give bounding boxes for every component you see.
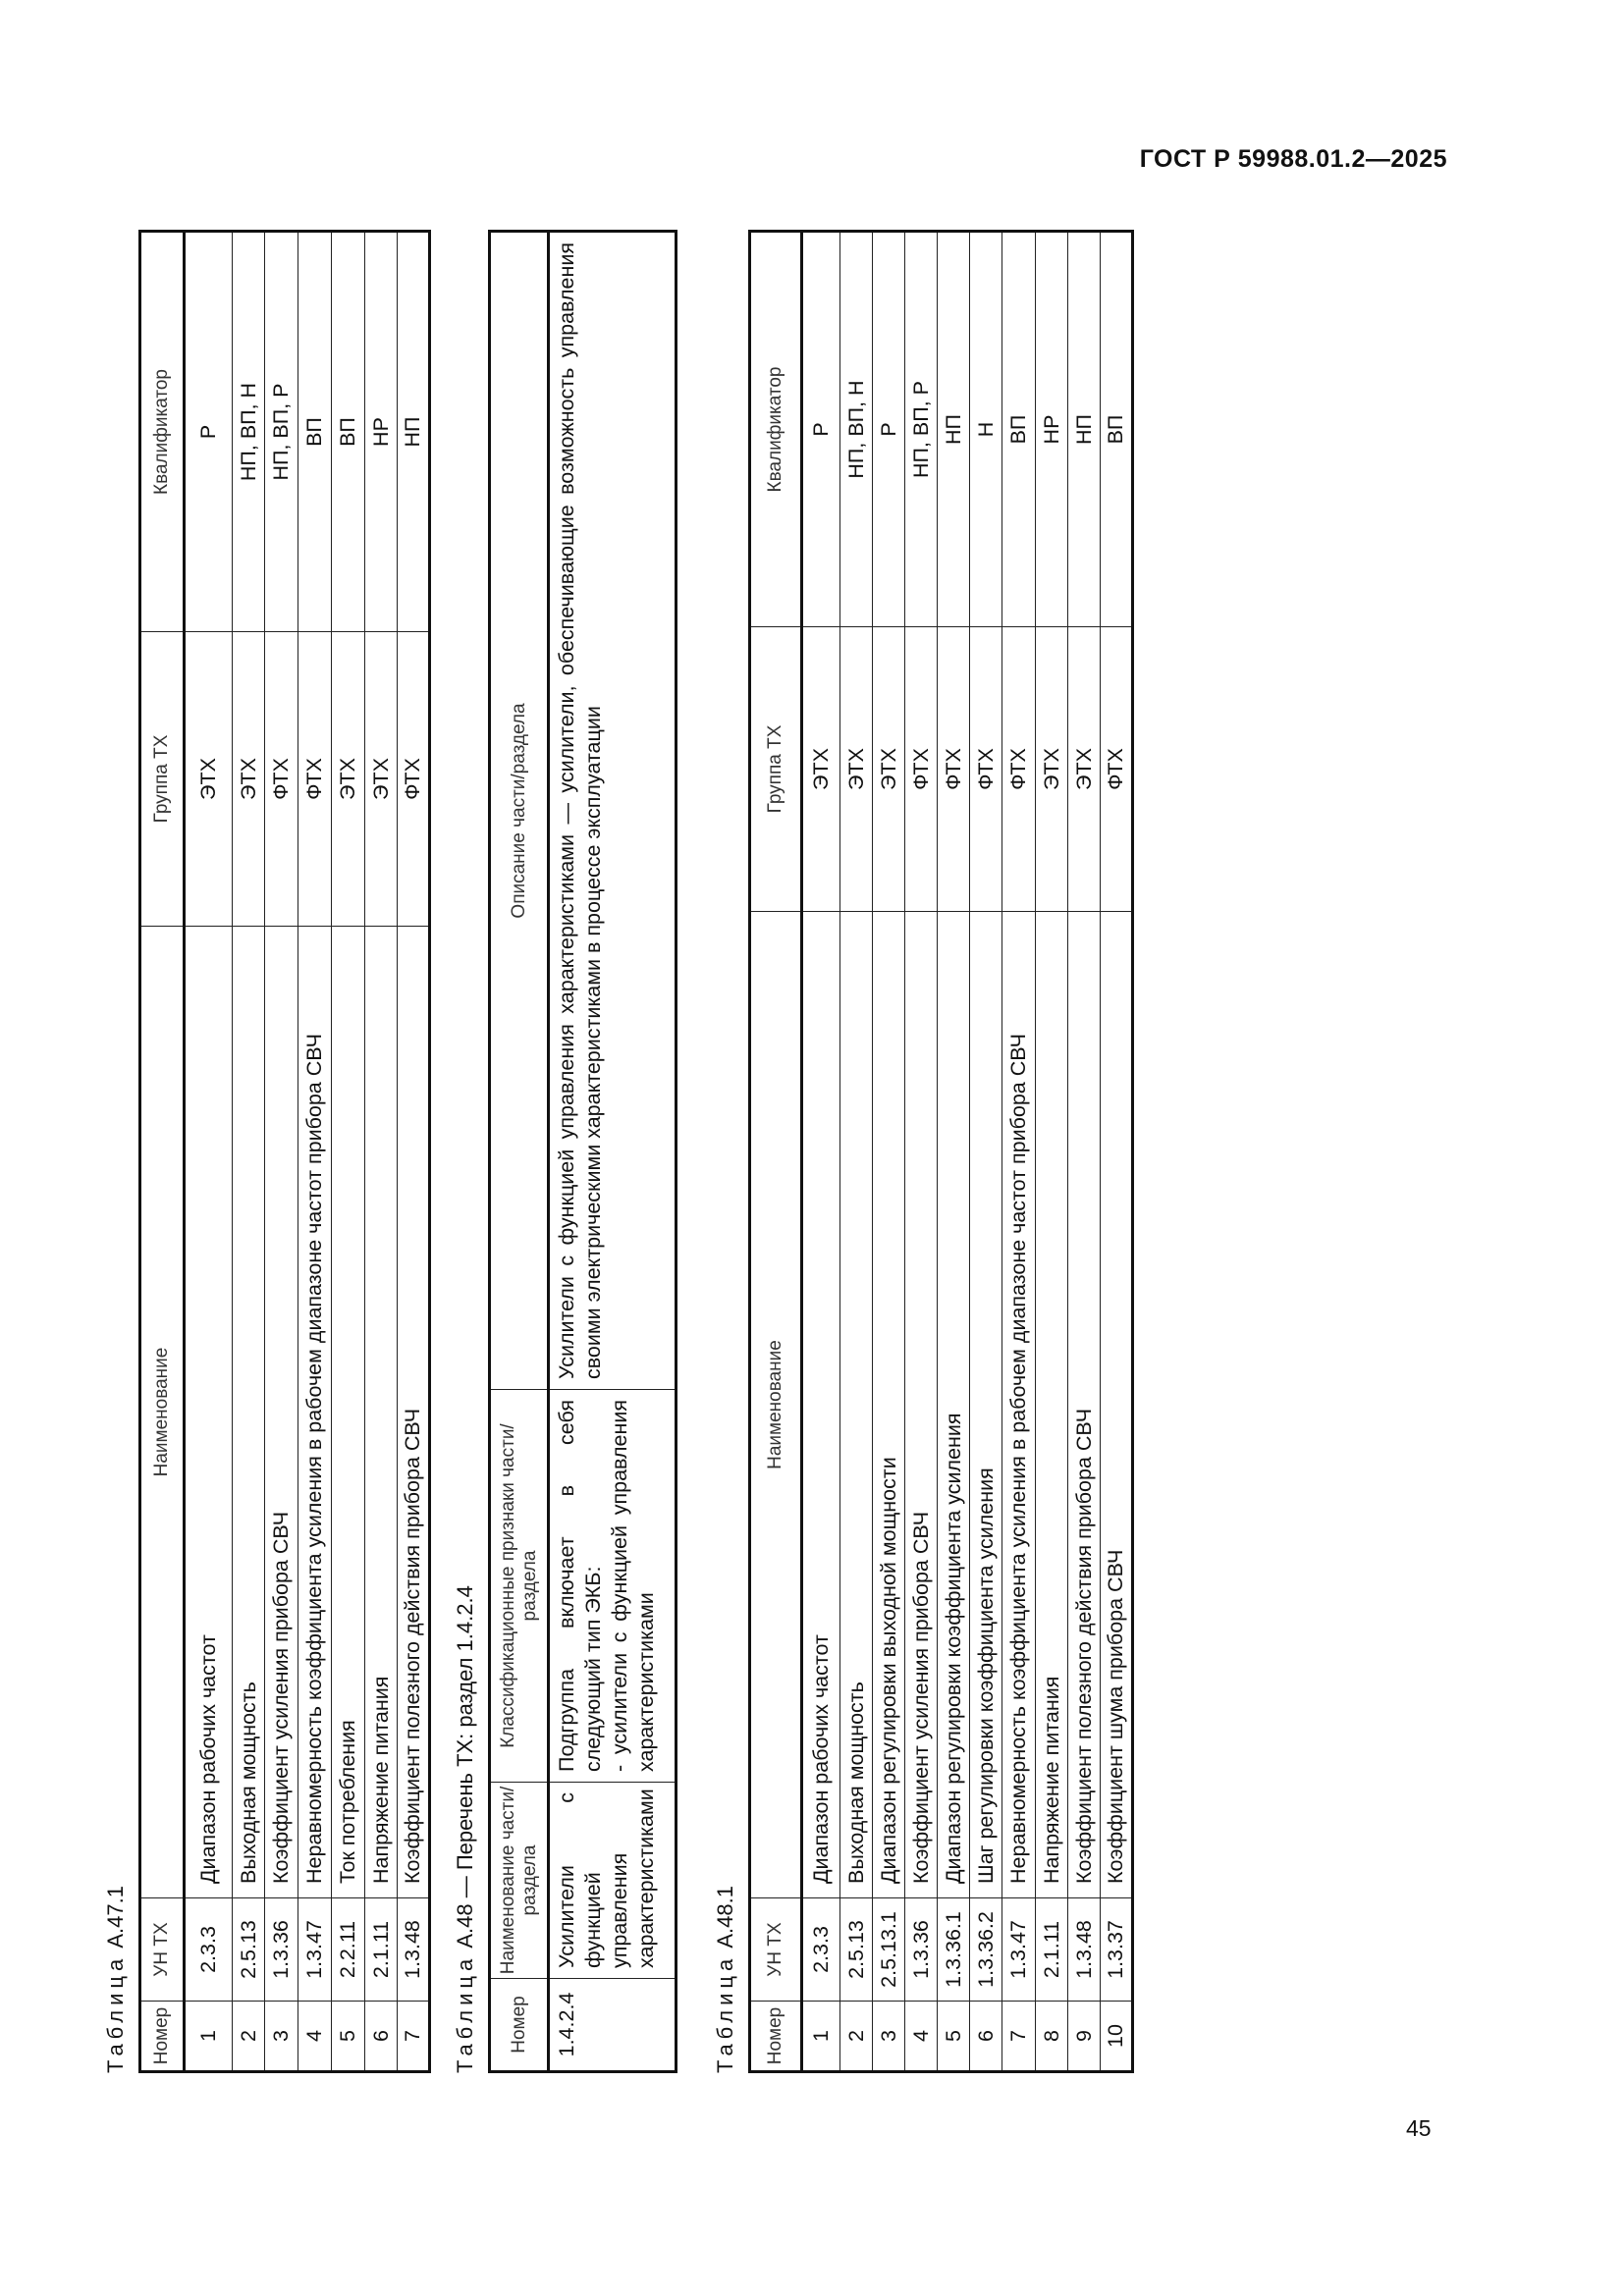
col-header: Описание части/раздела [490,232,549,1390]
cell-code: 1.3.36 [265,1898,298,2002]
table-row [1036,232,1068,2072]
col-header: Номер [750,2002,802,2072]
cell-group: ЭТХ [802,627,840,912]
col-header: Номер [490,1979,549,2072]
table-row [1101,232,1133,2072]
table-row [970,232,1002,2072]
table-a48-caption: Таблица А.48 — Перечень ТХ: раздел 1.4.2.4 [453,1585,477,2073]
cell-code: 1.3.37 [1101,1898,1133,2002]
cell-group: ФТХ [398,632,430,927]
table-a48 [488,230,677,2073]
cell-group: ФТХ [938,627,970,912]
cell-number: 7 [398,2002,430,2072]
cell-group: ФТХ [1101,627,1133,912]
cell-code: 1.3.48 [398,1898,430,2002]
cell-code: 1.3.47 [1002,1898,1036,2002]
table-a47-1-caption: Таблица А.47.1 [103,1886,128,2073]
cell-code: 2.3.3 [802,1898,840,2002]
cell-group: ФТХ [970,627,1002,912]
cell-group: ФТХ [905,627,938,912]
cell-group: ЭТХ [233,632,265,927]
cell-qualifier: ВП [332,232,365,632]
cell-qualifier: ВП [1101,232,1133,627]
cell-code: 2.5.13 [233,1898,265,2002]
table-row [265,232,298,2072]
cell-number: 2 [233,2002,265,2072]
table-header-row [140,232,185,2072]
standard-id: ГОСТ Р 59988.01.2—2025 [1139,145,1447,173]
table-row [1068,232,1101,2072]
table-row [298,232,332,2072]
cell-name: Диапазон регулировки выходной мощности [873,912,905,1898]
cell-qualifier: НР [365,232,398,632]
cell-number: 9 [1068,2002,1101,2072]
table-row [938,232,970,2072]
cell-group: ЭТХ [365,632,398,927]
cell-group: ФТХ [298,632,332,927]
cell-name: Напряжение питания [1036,912,1068,1898]
cell-number: 7 [1002,2002,1036,2072]
cell-code: 2.1.11 [1036,1898,1068,2002]
cell-number: 2 [840,2002,873,2072]
cell-group: ЭТХ [873,627,905,912]
cell-code: 1.3.36.2 [970,1898,1002,2002]
cell-section-name: Усилители с функцией управления характеристиками [549,1783,677,1979]
table-header-row [490,232,549,2072]
cell-name: Диапазон регулировки коэффициента усиления [938,912,970,1898]
col-header: Наименование [750,912,802,1898]
cell-name: Коэффициент полезного действия прибора СВЧ [1068,912,1101,1898]
cell-name: Выходная мощность [840,912,873,1898]
cell-qualifier: Р [873,232,905,627]
cell-code: 1.3.48 [1068,1898,1101,2002]
cell-code: 2.1.11 [365,1898,398,2002]
cell-code: 1.3.36.1 [938,1898,970,2002]
table-row [873,232,905,2072]
cell-name: Коэффициент усиления прибора СВЧ [905,912,938,1898]
table-a47-1 [138,230,431,2073]
col-header: Группа ТХ [750,627,802,912]
table-row [365,232,398,2072]
cell-qualifier: ВП [298,232,332,632]
cell-name: Неравномерность коэффициента усиления в рабочем диапазоне частот прибора СВЧ [298,927,332,1898]
cell-number: 5 [938,2002,970,2072]
cell-group: ЭТХ [1068,627,1101,912]
table-row [802,232,840,2072]
cell-qualifier: Н [970,232,1002,627]
cell-qualifier: НР [1036,232,1068,627]
cell-name: Ток потребления [332,927,365,1898]
table-header-row [750,232,802,2072]
cell-name: Коэффициент полезного действия прибора СВЧ [398,927,430,1898]
cell-qualifier: НП [398,232,430,632]
cell-code: 2.3.3 [185,1898,233,2002]
cell-features [549,1390,677,1783]
features-line: Подгруппа включает в себя следующий тип ЭКБ: [555,1400,605,1772]
cell-name: Выходная мощность [233,927,265,1898]
table-row [185,232,233,2072]
cell-number: 3 [265,2002,298,2072]
cell-number: 8 [1036,2002,1068,2072]
cell-name: Коэффициент шума прибора СВЧ [1101,912,1133,1898]
cell-name: Диапазон рабочих частот [802,912,840,1898]
col-header: Квалификатор [140,232,185,632]
cell-qualifier: НП, ВП, Р [265,232,298,632]
cell-qualifier: НП, ВП, Н [840,232,873,627]
cell-name: Напряжение питания [365,927,398,1898]
cell-description: Усилители с функцией управления характеристиками — усилители, обеспечивающие возможность управления своими электрическими характеристиками в процессе эксплуатации [549,232,677,1390]
cell-code: 1.3.47 [298,1898,332,2002]
cell-qualifier: Р [185,232,233,632]
cell-code: 2.2.11 [332,1898,365,2002]
cell-qualifier: ВП [1002,232,1036,627]
cell-name: Неравномерность коэффициента усиления в рабочем диапазоне частот прибора СВЧ [1002,912,1036,1898]
cell-name: Шаг регулировки коэффициента усиления [970,912,1002,1898]
cell-number: 10 [1101,2002,1133,2072]
cell-number: 3 [873,2002,905,2072]
cell-group: ФТХ [1002,627,1036,912]
table-row [233,232,265,2072]
cell-qualifier: НП [1068,232,1101,627]
col-header: УН ТХ [140,1898,185,2002]
cell-number: 1.4.2.4 [549,1979,677,2072]
cell-code: 1.3.36 [905,1898,938,2002]
cell-code: 2.5.13 [840,1898,873,2002]
table-row [840,232,873,2072]
cell-qualifier: НП, ВП, Н [233,232,265,632]
cell-group: ЭТХ [840,627,873,912]
cell-number: 4 [905,2002,938,2072]
col-header: УН ТХ [750,1898,802,2002]
cell-group: ФТХ [265,632,298,927]
cell-group: ЭТХ [1036,627,1068,912]
table-row [549,232,677,2072]
cell-code: 2.5.13.1 [873,1898,905,2002]
col-header: Группа ТХ [140,632,185,927]
cell-number: 6 [365,2002,398,2072]
features-line: - усилители с функцией управления характеристиками [608,1400,658,1772]
cell-qualifier: Р [802,232,840,627]
table-a48-1 [748,230,1134,2073]
cell-number: 1 [802,2002,840,2072]
table-row [332,232,365,2072]
cell-number: 1 [185,2002,233,2072]
cell-number: 4 [298,2002,332,2072]
col-header: Наименование части/раздела [490,1783,549,1979]
table-a48-1-caption: Таблица А.48.1 [713,1886,737,2073]
cell-group: ЭТХ [332,632,365,927]
rotated-content [103,233,1438,2073]
cell-name: Диапазон рабочих частот [185,927,233,1898]
table-row [1002,232,1036,2072]
table-row [398,232,430,2072]
cell-qualifier: НП [938,232,970,627]
cell-number: 5 [332,2002,365,2072]
col-header: Наименование [140,927,185,1898]
col-header: Квалификатор [750,232,802,627]
cell-group: ЭТХ [185,632,233,927]
col-header: Номер [140,2002,185,2072]
cell-number: 6 [970,2002,1002,2072]
cell-qualifier: НП, ВП, Р [905,232,938,627]
table-row [905,232,938,2072]
cell-name: Коэффициент усиления прибора СВЧ [265,927,298,1898]
col-header: Классификационные признаки части/раздела [490,1390,549,1783]
page-number: 45 [1406,2115,1432,2141]
